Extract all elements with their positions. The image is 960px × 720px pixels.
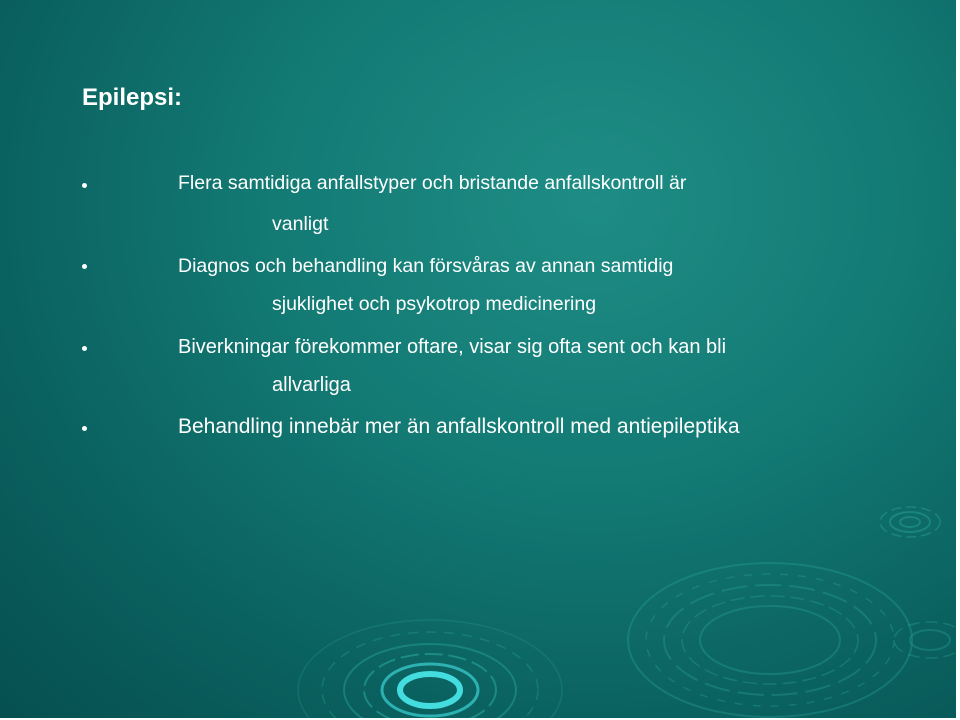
bullet-marker	[82, 264, 87, 269]
bullet-1-line-2: vanligt	[272, 213, 329, 235]
slide-title: Epilepsi:	[82, 84, 183, 111]
ripple-set-large	[628, 563, 912, 717]
bullet-marker	[82, 426, 87, 431]
bullet-4-line-1: Behandling innebär mer än anfallskontroll med antiepileptika	[178, 415, 740, 438]
bullet-2-line-2: sjuklighet och psykotrop medicinering	[272, 293, 597, 315]
ripple-set-bright	[298, 620, 562, 718]
bullet-1-line-1: Flera samtidiga anfallstyper och bristande anfallskontroll är	[178, 172, 687, 194]
bullet-3-line-2: allvarliga	[272, 374, 351, 396]
bullet-2-line-1: Diagnos och behandling kan försvåras av annan samtidig	[178, 255, 674, 277]
bullet-3-line-1: Biverkningar förekommer oftare, visar sig ofta sent och kan bli	[178, 336, 727, 358]
ripple-set-small	[880, 507, 940, 537]
bullet-marker	[82, 183, 87, 188]
ripple-set-medium	[894, 622, 956, 658]
bullet-marker	[82, 346, 87, 351]
